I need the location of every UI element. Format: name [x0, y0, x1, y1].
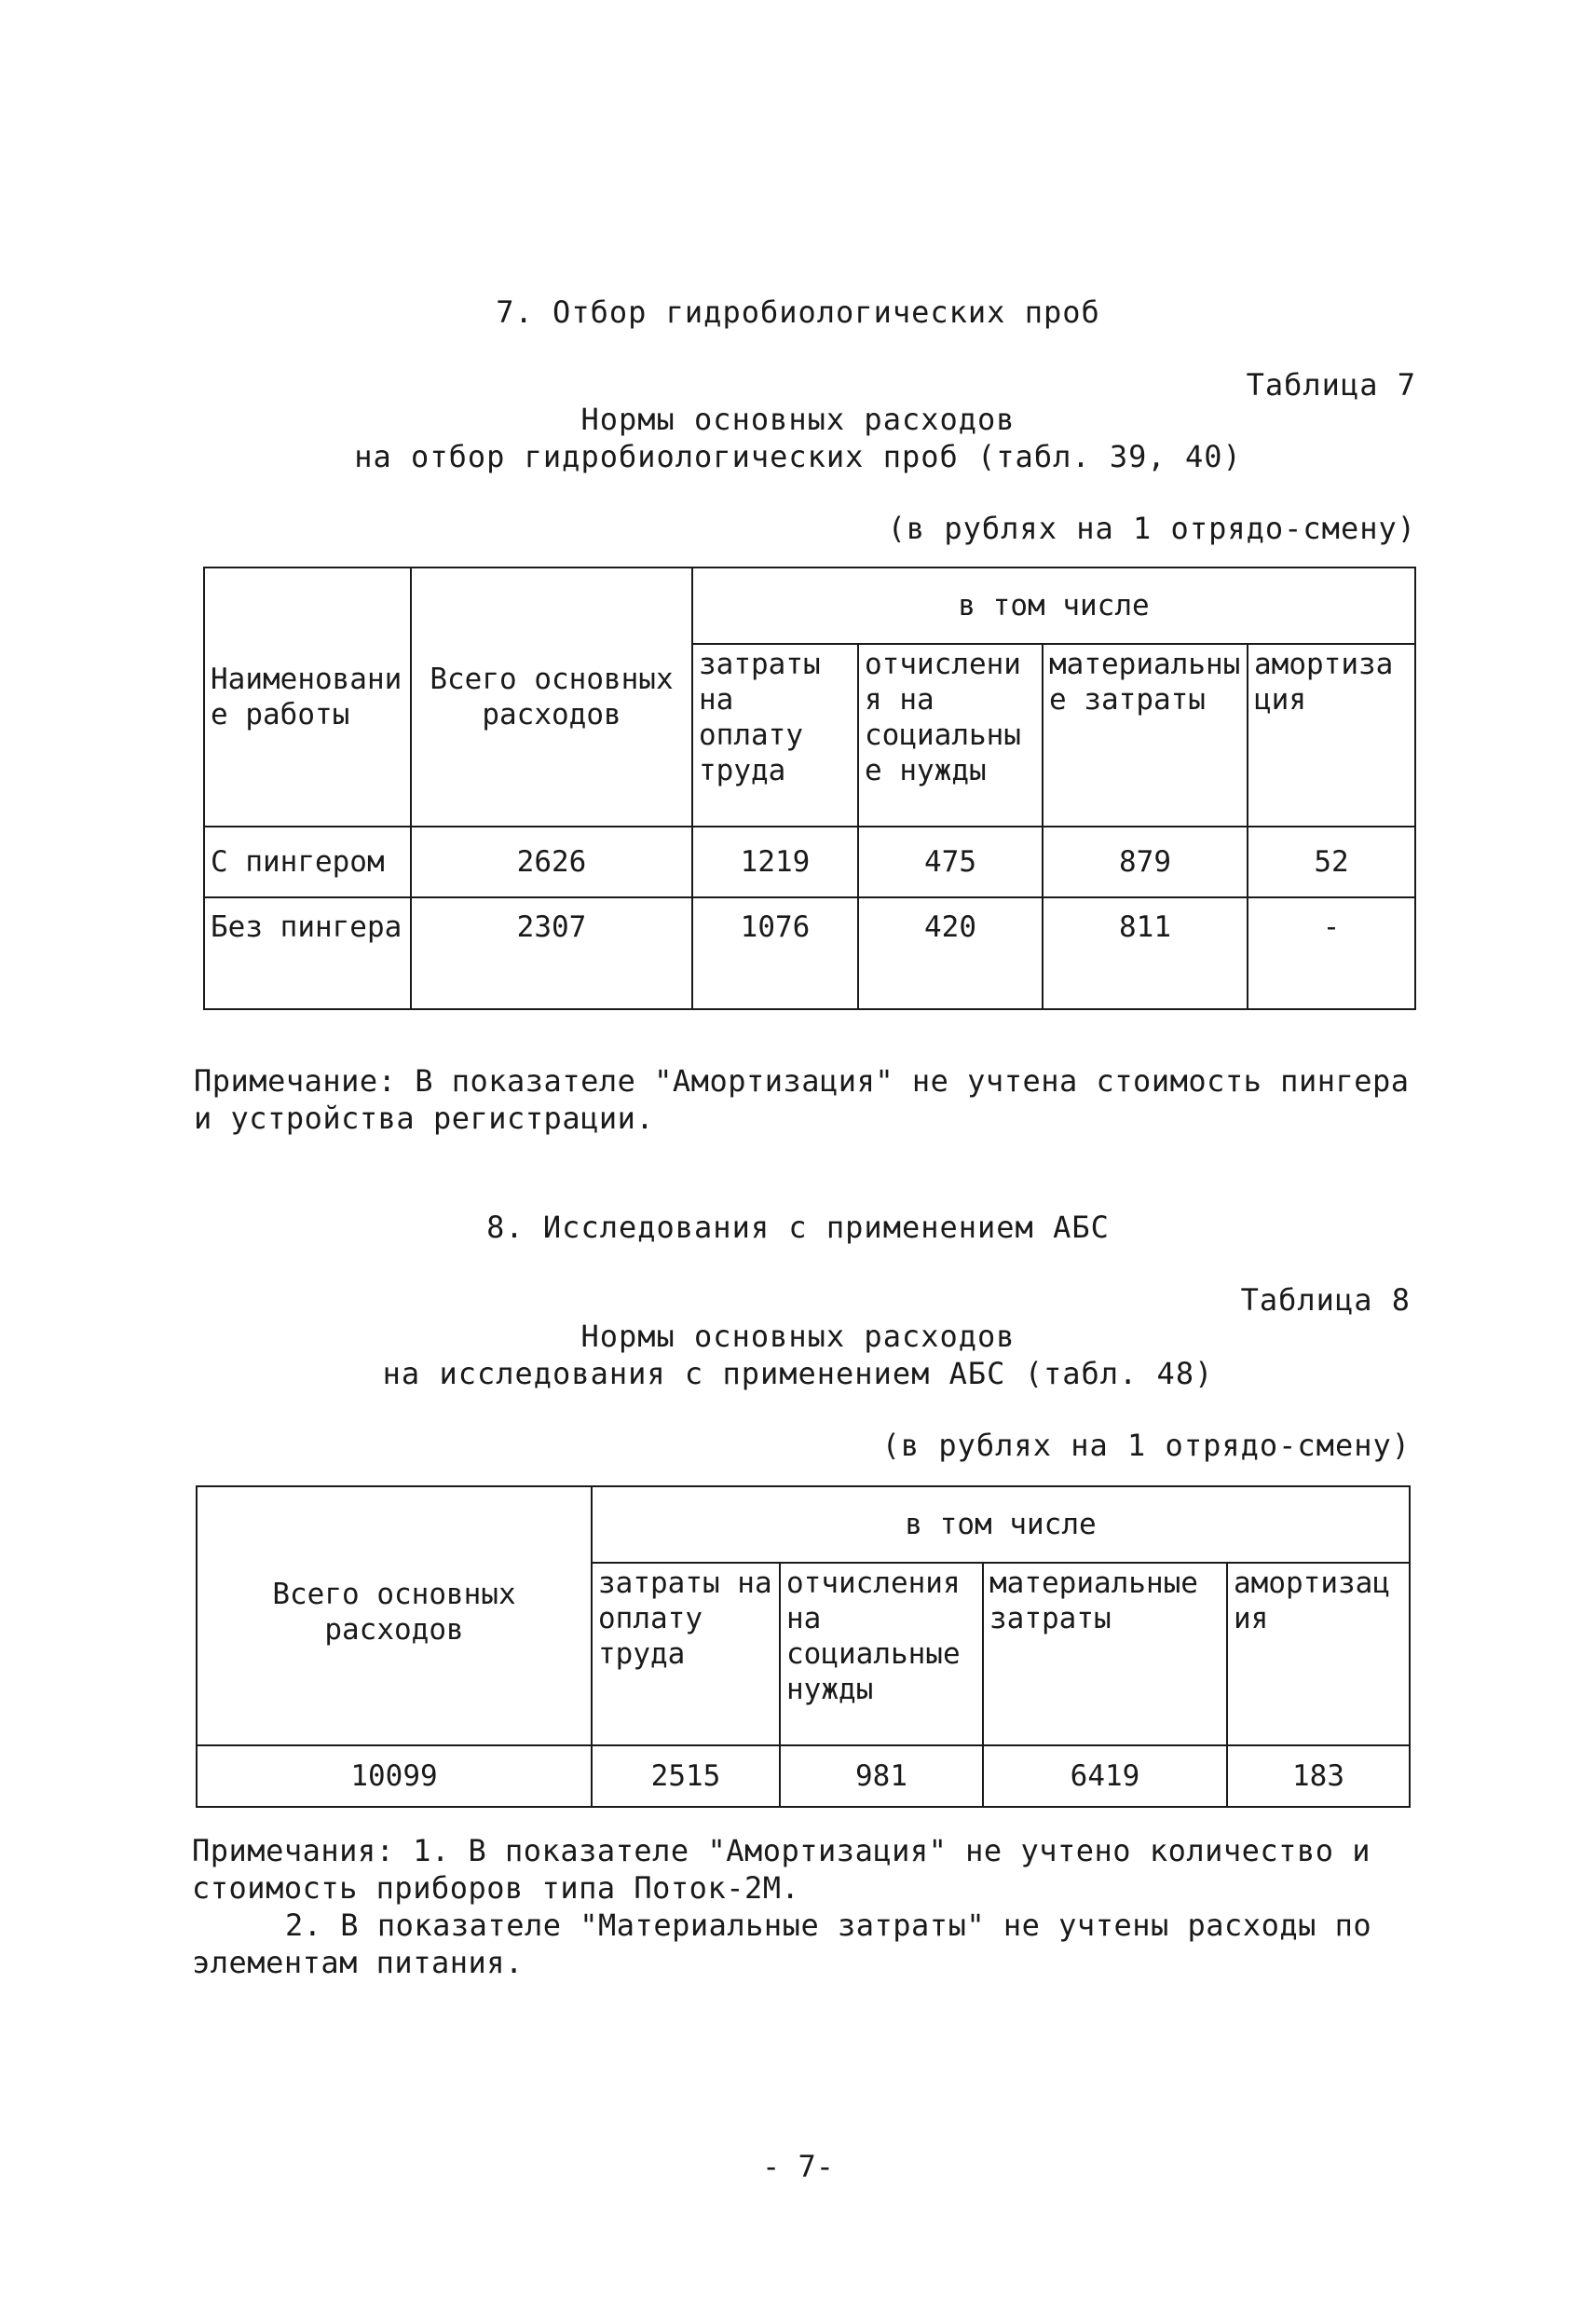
row-2-total: 2307 — [411, 897, 692, 1009]
table-7-col-total: Всего основных расходов — [411, 567, 692, 827]
table-7-note: Примечание: В показателе "Амортизация" не учтена стоимость пингера и устройства регистрации. — [194, 1063, 1410, 1136]
page-number: - 7- — [761, 2149, 835, 2184]
abs-row-amort: 183 — [1227, 1745, 1410, 1807]
table-8-group-header: в том числе — [592, 1486, 1410, 1563]
table-8-units: (в рублях на 1 отрядо-смену) — [881, 1428, 1411, 1463]
table-8-label: Таблица 8 — [1240, 1282, 1411, 1318]
table-7-col-social: отчисления на социальные нужды — [858, 644, 1043, 827]
row-2-social: 420 — [858, 897, 1043, 1009]
table-row — [204, 827, 1415, 897]
table-8-note-2: 2. В показателе "Материальные затраты" не учтены расходы по элементам питания. — [192, 1908, 1372, 1980]
table-8 — [196, 1485, 1411, 1808]
table-7-col-materials: материальные затраты — [1043, 644, 1248, 827]
table-7-header-row-1 — [204, 567, 1415, 644]
table-8-caption-line2: на исследования с применением АБС (табл. 48) — [382, 1356, 1214, 1391]
row-2-materials: 811 — [1043, 897, 1248, 1009]
table-8-col-labor: затраты на оплату труда — [592, 1563, 780, 1745]
table-7-caption — [0, 401, 1596, 475]
table-row — [204, 897, 1415, 1009]
row-1-amort: 52 — [1248, 827, 1415, 897]
section-8-title: 8. Исследования с применением АБС — [486, 1210, 1110, 1245]
table-7-col-labor: затраты на оплату труда — [692, 644, 858, 827]
row-1-total: 2626 — [411, 827, 692, 897]
row-2-amort: - — [1248, 897, 1415, 1009]
table-7-group-header: в том числе — [692, 567, 1415, 644]
table-7-caption-line2: на отбор гидробиологических проб (табл. 39, 40) — [354, 439, 1242, 474]
table-7-col-amort: амортизация — [1248, 644, 1415, 827]
table-8-col-social: отчисления на социальные нужды — [780, 1563, 983, 1745]
table-8-col-amort: амортизация — [1227, 1563, 1410, 1745]
row-2-name: Без пингера — [204, 897, 411, 1009]
table-7 — [203, 567, 1416, 1010]
table-7-units: (в рублях на 1 отрядо-смену) — [887, 511, 1416, 546]
table-7-label: Таблица 7 — [1246, 367, 1416, 403]
abs-row-materials: 6419 — [983, 1745, 1227, 1807]
table-8-header-row-1 — [197, 1486, 1410, 1563]
table-row — [197, 1745, 1410, 1807]
row-2-labor: 1076 — [692, 897, 858, 1009]
table-8-note-1: Примечания: 1. В показателе "Амортизация" не учтено количество и стоимость приборов типа Поток-2М. — [192, 1833, 1371, 1906]
row-1-social: 475 — [858, 827, 1043, 897]
abs-row-labor: 2515 — [592, 1745, 780, 1807]
table-8-caption-line1: Нормы основных расходов — [580, 1319, 1016, 1354]
table-7-caption-line1: Нормы основных расходов — [580, 402, 1016, 437]
row-1-materials: 879 — [1043, 827, 1248, 897]
table-8-notes — [192, 1832, 1422, 1981]
section-7-title: 7. Отбор гидробиологических проб — [496, 294, 1100, 330]
abs-row-total: 10099 — [197, 1745, 592, 1807]
table-7-col-name: Наименование работы — [204, 567, 411, 827]
table-8-col-total: Всего основных расходов — [197, 1486, 592, 1745]
table-8-caption — [0, 1318, 1596, 1392]
table-8-col-materials: материальные затраты — [983, 1563, 1227, 1745]
row-1-name: С пингером — [204, 827, 411, 897]
row-1-labor: 1219 — [692, 827, 858, 897]
abs-row-social: 981 — [780, 1745, 983, 1807]
